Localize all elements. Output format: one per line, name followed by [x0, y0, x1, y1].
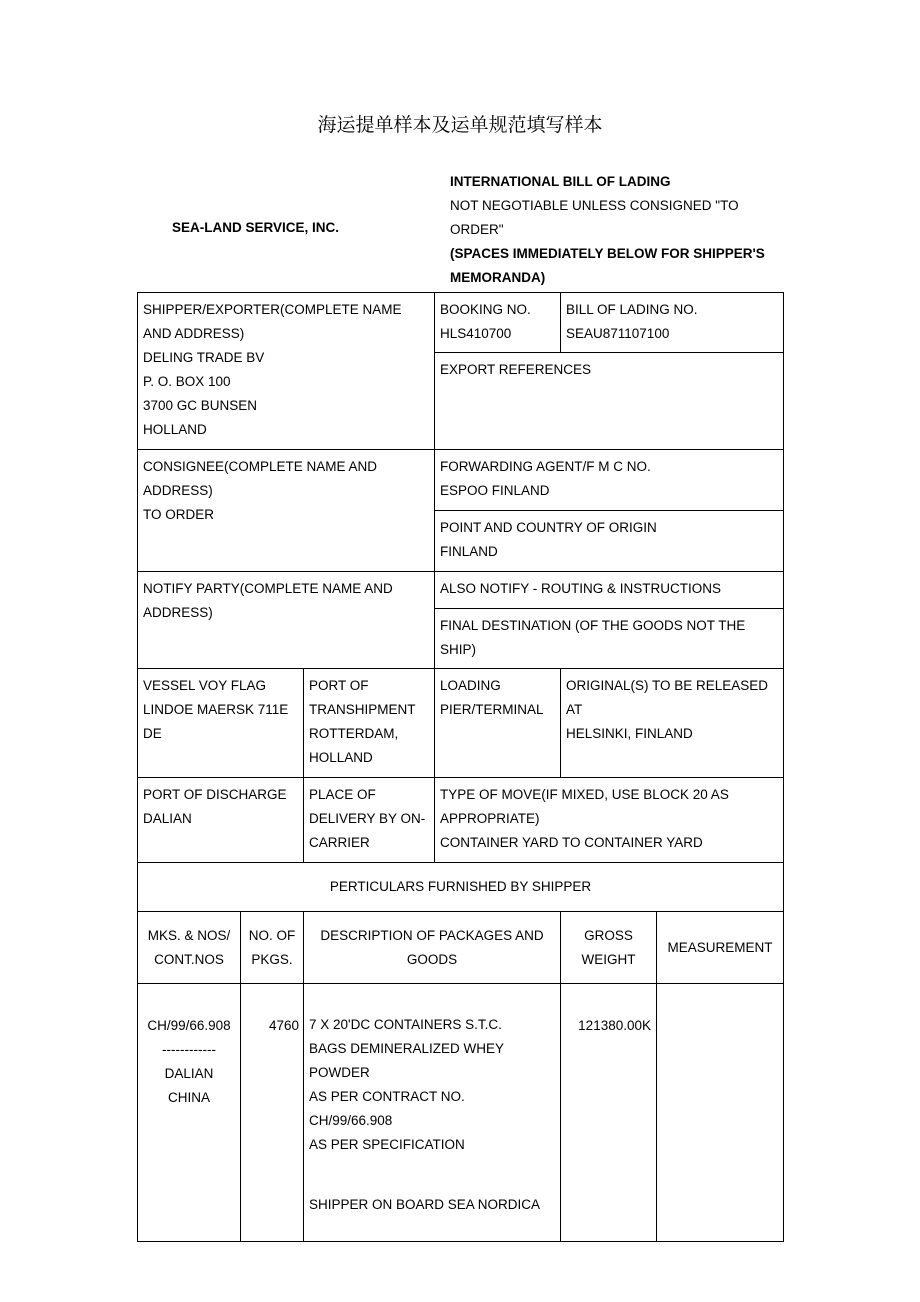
- marks-cell: CH/99/66.908 ------------ DALIAN CHINA: [138, 984, 241, 1242]
- port-discharge-cell: PORT OF DISCHARGE DALIAN: [138, 778, 304, 863]
- gross-weight-cell: 121380.00K: [561, 984, 657, 1242]
- vessel-cell: VESSEL VOY FLAG LINDOE MAERSK 711E DE: [138, 669, 304, 778]
- header-line-3: (SPACES IMMEDIATELY BELOW FOR SHIPPER'S MEMORANDA): [450, 246, 765, 285]
- column-header-marks: MKS. & NOS/ CONT.NOS: [138, 912, 241, 984]
- final-destination-cell: FINAL DESTINATION (OF THE GOODS NOT THE SHIP): [435, 609, 784, 669]
- bill-header: [450, 170, 770, 290]
- description-note: SHIPPER ON BOARD SEA NORDICA: [309, 1197, 541, 1212]
- place-delivery-cell: PLACE OF DELIVERY BY ON-CARRIER: [304, 778, 435, 863]
- measurement-cell: [657, 984, 784, 1242]
- document-title: 海运提单样本及运单规范填写样本: [317, 114, 603, 136]
- description-cell: [304, 984, 561, 1242]
- column-header-measurement: MEASUREMENT: [657, 912, 784, 984]
- booking-cell: BOOKING NO. HLS410700: [435, 293, 561, 353]
- description-text: 7 X 20'DC CONTAINERS S.T.C. BAGS DEMINERALIZED WHEY POWDER AS PER CONTRACT NO. CH/99/66.908 AS PER SPECIFICATION: [309, 1017, 504, 1152]
- notify-party-cell: NOTIFY PARTY(COMPLETE NAME AND ADDRESS): [138, 572, 435, 669]
- column-header-gross-weight: GROSS WEIGHT: [561, 912, 657, 984]
- column-header-description: DESCRIPTION OF PACKAGES AND GOODS: [304, 912, 561, 984]
- shipper-cell: SHIPPER/EXPORTER(COMPLETE NAME AND ADDRESS) DELING TRADE BV P. O. BOX 100 3700 GC BUNSEN HOLLAND: [138, 293, 435, 450]
- carrier-name: SEA-LAND SERVICE, INC.: [172, 220, 340, 235]
- bill-of-lading-no-cell: BILL OF LADING NO. SEAU871107100: [561, 293, 784, 353]
- header-line-1: INTERNATIONAL BILL OF LADING: [450, 174, 671, 189]
- table-row: [138, 984, 784, 1242]
- port-transhipment-cell: PORT OF TRANSHIPMENT ROTTERDAM, HOLLAND: [304, 669, 435, 778]
- bill-of-lading-form: [137, 292, 784, 1242]
- loading-pier-cell: LOADING PIER/TERMINAL: [435, 669, 561, 778]
- header-line-2: NOT NEGOTIABLE UNLESS CONSIGNED "TO ORDER": [450, 198, 739, 237]
- consignee-cell: CONSIGNEE(COMPLETE NAME AND ADDRESS) TO ORDER: [138, 450, 435, 572]
- also-notify-cell: ALSO NOTIFY - ROUTING & INSTRUCTIONS: [435, 572, 784, 609]
- original-release-cell: ORIGINAL(S) TO BE RELEASED AT HELSINKI, FINLAND: [561, 669, 784, 778]
- type-of-move-cell: TYPE OF MOVE(IF MIXED, USE BLOCK 20 AS APPROPRIATE) CONTAINER YARD TO CONTAINER YARD: [435, 778, 784, 863]
- export-references-cell: EXPORT REFERENCES: [435, 353, 784, 450]
- particulars-header: PERTICULARS FURNISHED BY SHIPPER: [138, 863, 784, 912]
- forwarding-agent-cell: FORWARDING AGENT/F M C NO. ESPOO FINLAND: [435, 450, 784, 511]
- origin-cell: POINT AND COUNTRY OF ORIGIN FINLAND: [435, 511, 784, 572]
- packages-cell: 4760: [241, 984, 304, 1242]
- column-header-packages: NO. OF PKGS.: [241, 912, 304, 984]
